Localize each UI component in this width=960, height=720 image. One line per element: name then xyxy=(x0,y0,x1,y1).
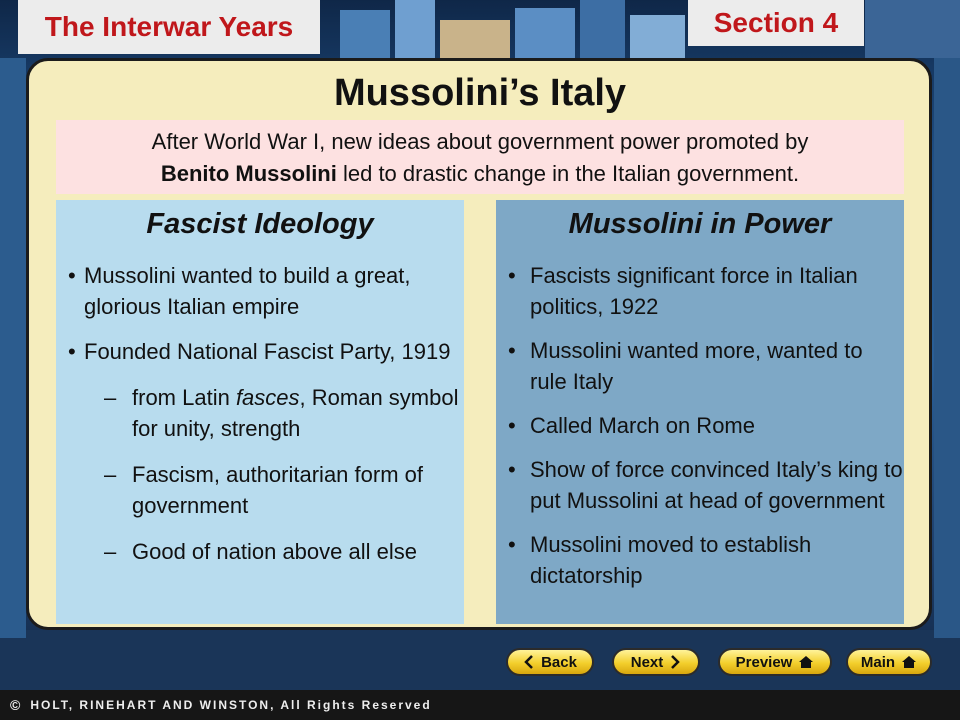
back-button[interactable] xyxy=(506,648,594,676)
fascist-ideology-list xyxy=(56,260,464,567)
sub-list-item xyxy=(56,382,464,444)
copyright-symbol: © xyxy=(10,697,23,713)
course-title: The Interwar Years xyxy=(18,0,320,54)
list-item: • Called March on Rome xyxy=(496,410,904,441)
sub-list-item: – Good of nation above all else xyxy=(56,536,464,567)
next-button-label: Next xyxy=(630,653,664,671)
mussolini-in-power-list xyxy=(496,260,904,591)
list-item: • Show of force convinced Italy’s king to put Mussolini at head of government xyxy=(496,454,904,516)
intro-text-part2: led to drastic change in the Italian government. xyxy=(336,161,800,186)
fascist-ideology-heading: Fascist Ideology xyxy=(146,208,374,240)
copyright-text: HOLT, RINEHART AND WINSTON, All Rights Reserved xyxy=(30,698,432,712)
preview-button[interactable] xyxy=(718,648,832,676)
slide-title: Mussolini’s Italy xyxy=(333,72,627,114)
list-item: • Mussolini wanted more, wanted to rule Italy xyxy=(496,335,904,397)
next-button[interactable] xyxy=(612,648,700,676)
copyright-footer xyxy=(0,690,960,720)
mussolini-in-power-heading: Mussolini in Power xyxy=(568,208,832,240)
preview-button-label: Preview xyxy=(735,653,793,671)
list-item: • Fascists significant force in Italian politics, 1922 xyxy=(496,260,904,322)
intro-box xyxy=(56,120,904,194)
list-item: • Mussolini moved to establish dictatorship xyxy=(496,529,904,591)
chevron-left-icon xyxy=(523,655,535,669)
mussolini-in-power-panel xyxy=(496,200,904,624)
back-button-label: Back xyxy=(541,653,577,671)
main-button-label: Main xyxy=(860,653,896,671)
sub-list-item: – Fascism, authoritarian form of government xyxy=(56,459,464,521)
list-item: • Mussolini wanted to build a great, glorious Italian empire xyxy=(56,260,464,322)
intro-bold-name: Benito Mussolini xyxy=(160,161,337,186)
intro-text-part1: After World War I, new ideas about government power promoted by xyxy=(151,129,809,154)
sub-item-text: from Latin xyxy=(132,385,236,410)
sub-item-italic-term: fasces xyxy=(235,385,300,410)
sub-item-text: , Roman symbol for unity, strength xyxy=(132,385,459,441)
home-icon xyxy=(798,655,814,669)
section-label: Section 4 xyxy=(688,0,864,46)
main-button[interactable] xyxy=(846,648,932,676)
fascist-ideology-panel xyxy=(56,200,464,624)
home-icon xyxy=(901,655,917,669)
list-item: • Founded National Fascist Party, 1919 xyxy=(56,336,464,367)
chevron-right-icon xyxy=(669,655,681,669)
